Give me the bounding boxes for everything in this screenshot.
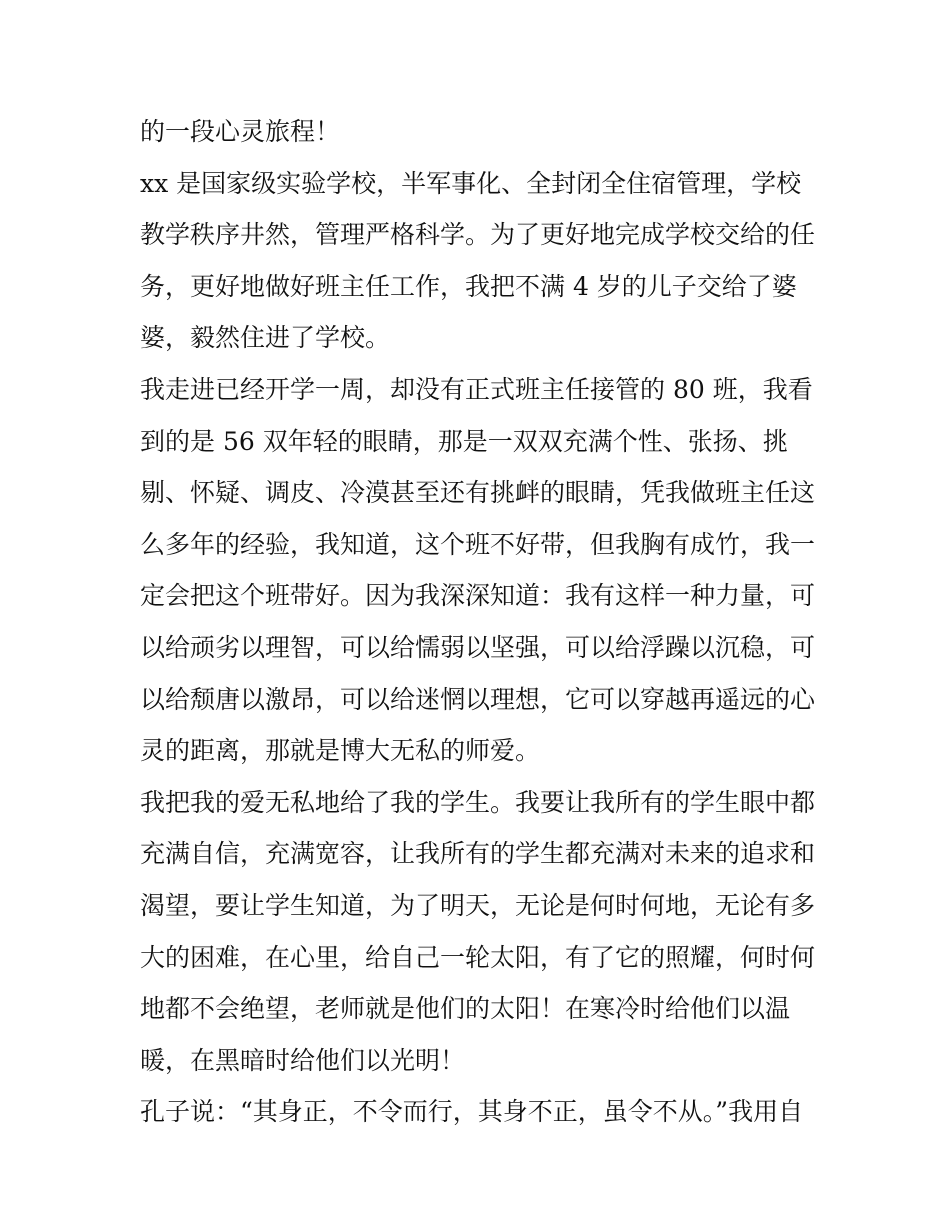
text-line: 渴望，要让学生知道，为了明天，无论是何时何地，无论有多 bbox=[140, 890, 816, 920]
text-line: 地都不会绝望，老师就是他们的太阳！在寒冷时给他们以温 bbox=[140, 994, 791, 1024]
text-line: 灵的距离，那就是博大无私的师爱。 bbox=[140, 736, 541, 766]
document-body bbox=[140, 106, 820, 1138]
text-line: 以给颓唐以激昂，可以给迷惘以理想，它可以穿越再遥远的心 bbox=[140, 684, 816, 714]
text-line: 暖，在黑暗时给他们以光明！ bbox=[140, 1045, 466, 1075]
text-line: 孔子说：“其身正，不令而行，其身不正，虽令不从。”我用自 bbox=[140, 1097, 804, 1127]
text-line: 务，更好地做好班主任工作，我把不满 4 岁的儿子交给了婆 bbox=[140, 271, 797, 301]
text-line: 么多年的经验，我知道，这个班不好带，但我胸有成竹，我一 bbox=[140, 529, 816, 559]
text-line: 我把我的爱无私地给了我的学生。我要让我所有的学生眼中都 bbox=[140, 787, 816, 817]
text-line: 婆，毅然住进了学校。 bbox=[140, 323, 391, 353]
text-line: 定会把这个班带好。因为我深深知道：我有这样一种力量，可 bbox=[140, 581, 816, 611]
text-line: xx 是国家级实验学校，半军事化、全封闭全住宿管理，学校 bbox=[140, 168, 802, 198]
text-line: 教学秩序井然，管理严格科学。为了更好地完成学校交给的任 bbox=[140, 220, 816, 250]
text-line: 的一段心灵旅程！ bbox=[140, 117, 341, 146]
text-line: 大的困难，在心里，给自己一轮太阳，有了它的照耀，何时何 bbox=[140, 942, 816, 972]
text-line: 以给顽劣以理智，可以给懦弱以坚强，可以给浮躁以沉稳，可 bbox=[140, 632, 816, 662]
text-line: 到的是 56 双年轻的眼睛，那是一双双充满个性、张扬、挑 bbox=[140, 426, 788, 456]
text-line: 充满自信，充满宽容，让我所有的学生都充满对未来的追求和 bbox=[140, 839, 816, 869]
text-line: 我走进已经开学一周，却没有正式班主任接管的 80 班，我看 bbox=[140, 374, 813, 404]
text-line: 剔、怀疑、调皮、冷漠甚至还有挑衅的眼睛，凭我做班主任这 bbox=[140, 478, 816, 508]
